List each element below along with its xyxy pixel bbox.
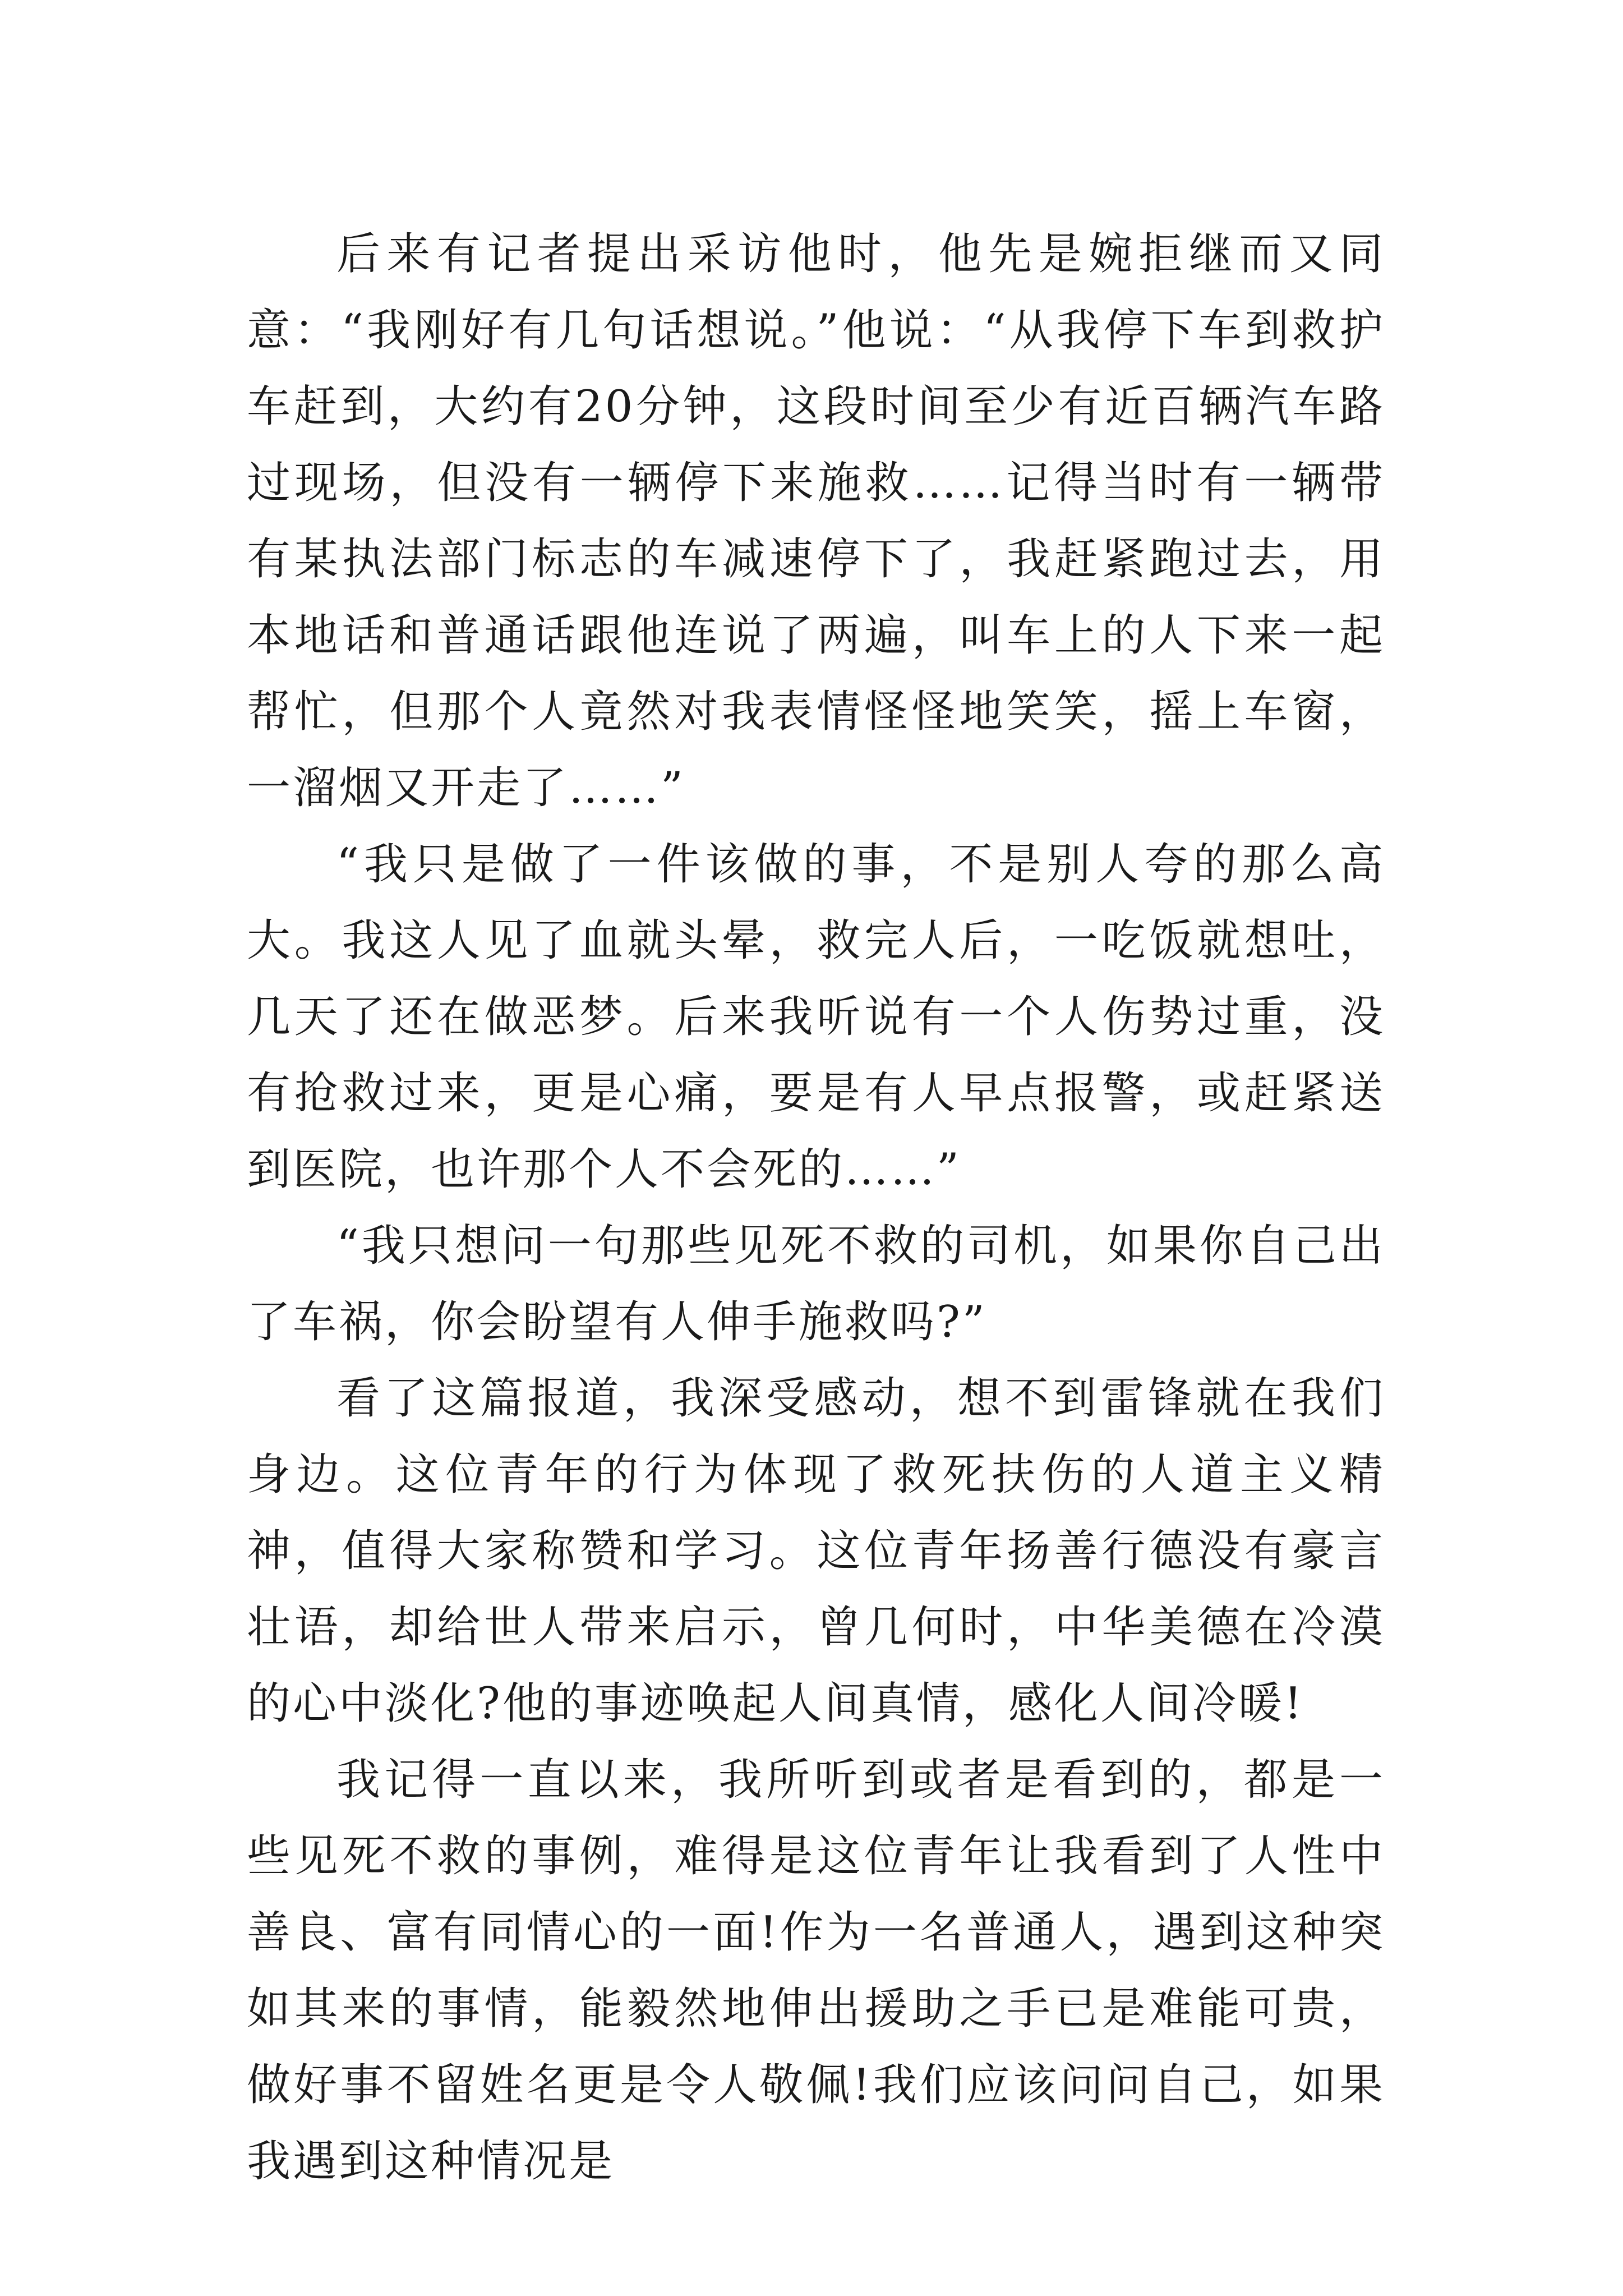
body-text	[247, 216, 1385, 2200]
paragraph: “我只是做了一件该做的事，不是别人夸的那么高大。我这人见了血就头晕，救完人后，一吃饭就想吐，几天了还在做恶梦。后来我听说有一个人伤势过重，没有抢救过来，更是心痛，要是有人早点报警，或赶紧送到医院，也许那个人不会死的……”	[247, 839, 1385, 1195]
paragraph: 看了这篇报道，我深受感动，想不到雷锋就在我们身边。这位青年的行为体现了救死扶伤的人道主义精神，值得大家称赞和学习。这位青年扬善行德没有豪言壮语，却给世人带来启示，曾几何时，中华美德在冷漠的心中淡化?他的事迹唤起人间真情，感化人间冷暖!	[247, 1373, 1385, 1729]
paragraph: 我记得一直以来，我所听到或者是看到的，都是一些见死不救的事例，难得是这位青年让我看到了人性中善良、富有同情心的一面!作为一名普通人，遇到这种突如其来的事情，能毅然地伸出援助之手已是难能可贵，做好事不留姓名更是令人敬佩!我们应该问问自己，如果我遇到这种情况是	[247, 1755, 1385, 2187]
paragraph: “我只想问一句那些见死不救的司机，如果你自己出了车祸，你会盼望有人伸手施救吗?”	[247, 1221, 1385, 1347]
paragraph: 后来有记者提出采访他时，他先是婉拒继而又同意：“我刚好有几句话想说。”他说：“从我停下车到救护车赶到，大约有20分钟，这段时间至少有近百辆汽车路过现场，但没有一辆停下来施救……记得当时有一辆带有某执法部门标志的车减速停下了，我赶紧跑过去，用本地话和普通话跟他连说了两遍，叫车上的人下来一起帮忙，但那个人竟然对我表情怪怪地笑笑，摇上车窗，一溜烟又开走了……”	[247, 229, 1385, 813]
